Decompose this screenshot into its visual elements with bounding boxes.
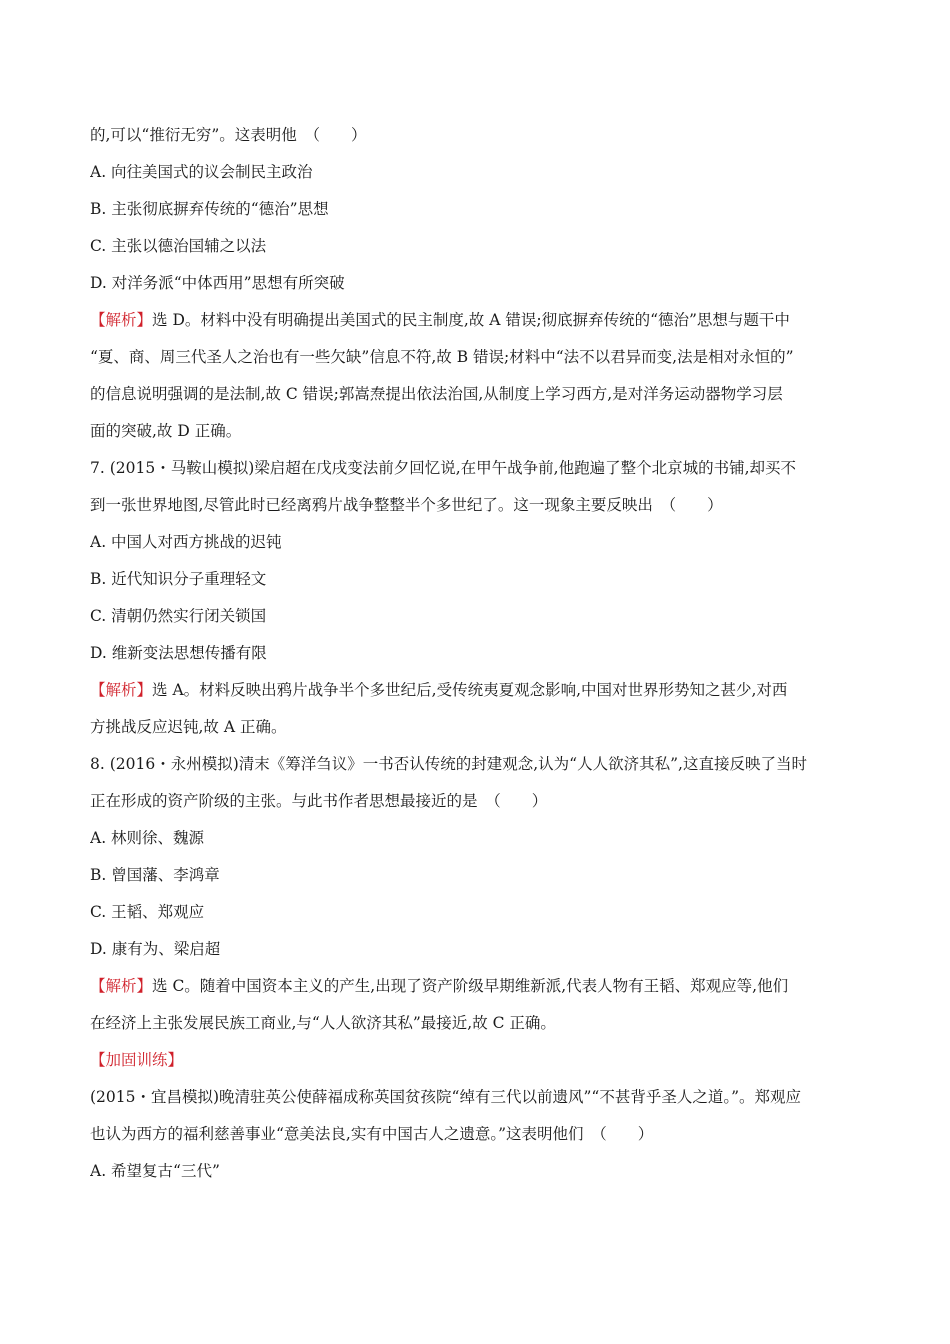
analysis-text: 选 A。材料反映出鸦片战争半个多世纪后,受传统夷夏观念影响,中国对世界形势知之甚少,对西 [152, 681, 788, 699]
analysis-tag: 【解析】 [90, 311, 153, 329]
reinforcement-stem-line-1: (2015・宜昌模拟)晚清驻英公使薛福成称英国贫孩院“绰有三代以前遗风”“不甚背乎圣人之道。”。郑观应 [90, 1088, 801, 1106]
question-8-stem-line-1: 8. (2016・永州模拟)清末《筹洋刍议》一书否认传统的封建观念,认为“人人欲济其私”,这直接反映了当时 [90, 755, 807, 773]
question-8-option-a: A. 林则徐、魏源 [90, 829, 205, 847]
question-7-option-c: C. 清朝仍然实行闭关锁国 [90, 607, 267, 625]
question-6-analysis-line-4: 面的突破,故 D 正确。 [90, 422, 242, 440]
question-6-analysis-line-3: 的信息说明强调的是法制,故 C 错误;郭嵩焘提出依法治国,从制度上学习西方,是对洋务运动器物学习层 [90, 385, 783, 403]
question-8-analysis-line-2: 在经济上主张发展民族工商业,与“人人欲济其私”最接近,故 C 正确。 [90, 1014, 556, 1032]
question-8-option-c: C. 王韬、郑观应 [90, 903, 205, 921]
question-6-option-c: C. 主张以德治国辅之以法 [90, 237, 267, 255]
question-7-option-b: B. 近代知识分子重理轻文 [90, 570, 267, 588]
question-7-stem-line-2: 到一张世界地图,尽管此时已经离鸦片战争整整半个多世纪了。这一现象主要反映出 （ ） [90, 496, 723, 514]
analysis-tag: 【解析】 [90, 681, 153, 699]
question-6-option-d: D. 对洋务派“中体西用”思想有所突破 [90, 274, 345, 292]
reinforcement-stem-line-2: 也认为西方的福利慈善事业“意美法良,实有中国古人之遗意。”这表明他们 （ ） [90, 1125, 654, 1143]
question-8-option-b: B. 曾国藩、李鸿章 [90, 866, 220, 884]
question-6-stem-tail: 的,可以“推衍无穷”。这表明他 （ ） [90, 126, 367, 144]
analysis-text: 选 C。随着中国资本主义的产生,出现了资产阶级早期维新派,代表人物有王韬、郑观应等,他们 [152, 977, 789, 995]
question-6-option-b: B. 主张彻底摒弃传统的“德治”思想 [90, 200, 329, 218]
document-page [90, 122, 870, 1195]
question-6-analysis-line-2: “夏、商、周三代圣人之治也有一些欠缺”信息不符,故 B 错误;材料中“法不以君异而变,法是相对永恒的” [90, 348, 794, 366]
question-7-stem-line-1: 7. (2015・马鞍山模拟)梁启超在戊戌变法前夕回忆说,在甲午战争前,他跑遍了整个北京城的书铺,却买不 [90, 459, 797, 477]
question-8-option-d: D. 康有为、梁启超 [90, 940, 221, 958]
question-6-analysis-line-1 [90, 307, 870, 344]
analysis-text: 选 D。材料中没有明确提出美国式的民主制度,故 A 错误;彻底摒弃传统的“德治”思想与题干中 [152, 311, 790, 329]
question-7-analysis-line-1 [90, 677, 870, 714]
question-7-analysis-line-2: 方挑战反应迟钝,故 A 正确。 [90, 718, 287, 736]
question-7-option-a: A. 中国人对西方挑战的迟钝 [90, 533, 282, 551]
reinforcement-option-a: A. 希望复古“三代” [90, 1162, 220, 1180]
question-8-analysis-line-1 [90, 973, 870, 1010]
reinforcement-heading: 【加固训练】 [90, 1051, 184, 1069]
question-6-option-a: A. 向往美国式的议会制民主政治 [90, 163, 313, 181]
question-7-option-d: D. 维新变法思想传播有限 [90, 644, 267, 662]
analysis-tag: 【解析】 [90, 977, 153, 995]
question-8-stem-line-2: 正在形成的资产阶级的主张。与此书作者思想最接近的是 （ ） [90, 792, 548, 810]
